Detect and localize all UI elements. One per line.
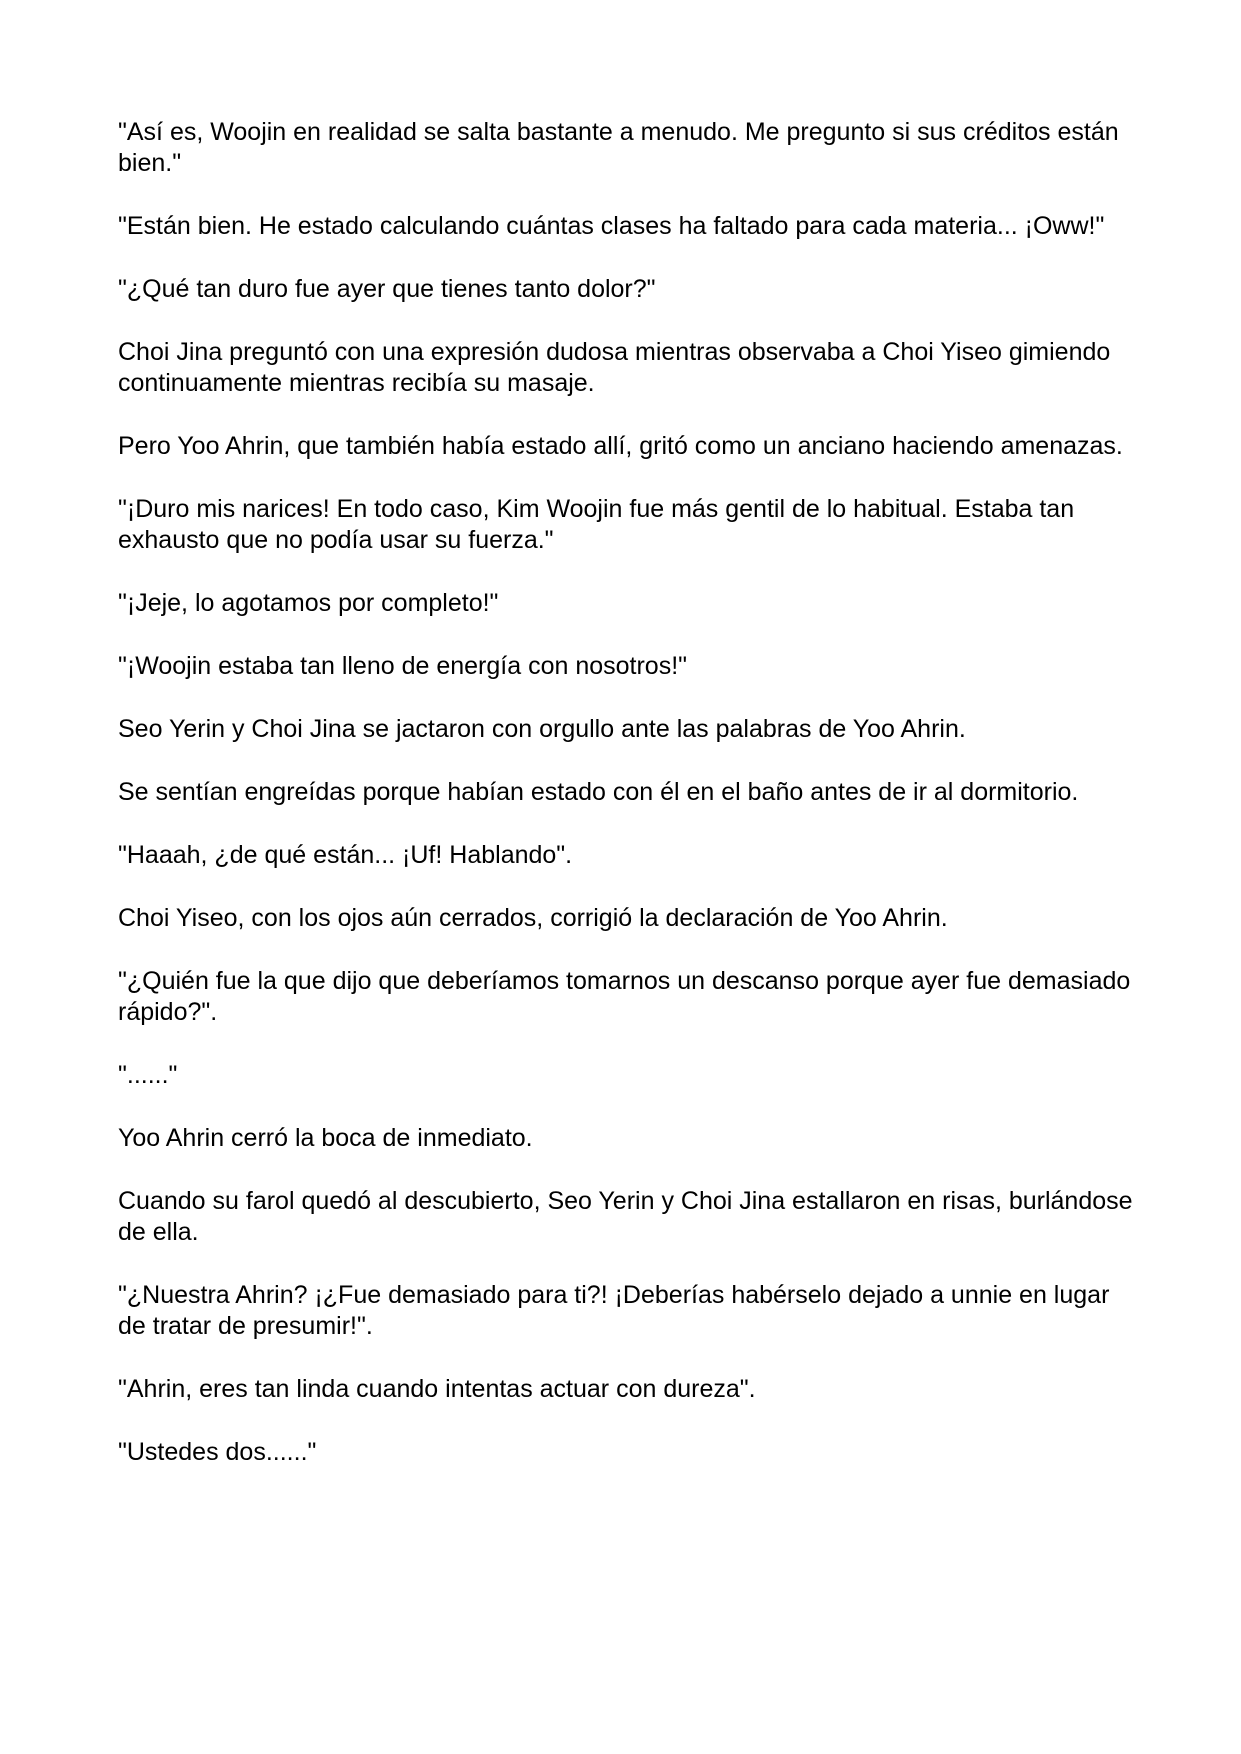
paragraph: Choi Yiseo, con los ojos aún cerrados, corrigió la declaración de Yoo Ahrin. <box>118 904 948 932</box>
paragraph: "¡Woojin estaba tan lleno de energía con nosotros!" <box>118 652 688 680</box>
paragraph: "Ustedes dos......" <box>118 1438 317 1466</box>
paragraph: Seo Yerin y Choi Jina se jactaron con orgullo ante las palabras de Yoo Ahrin. <box>118 715 966 743</box>
paragraph: Cuando su farol quedó al descubierto, Seo Yerin y Choi Jina estallaron en risas, burlándose de ella. <box>118 1187 1133 1246</box>
paragraph: "¿Quién fue la que dijo que deberíamos tomarnos un descanso porque ayer fue demasiado rápido?". <box>118 967 1131 1026</box>
paragraph: "¿Qué tan duro fue ayer que tienes tanto dolor?" <box>118 275 656 303</box>
paragraph: "Ahrin, eres tan linda cuando intentas actuar con dureza". <box>118 1375 756 1403</box>
paragraph: "Haaah, ¿de qué están... ¡Uf! Hablando". <box>118 841 573 869</box>
paragraph: "Están bien. He estado calculando cuántas clases ha faltado para cada materia... ¡Oww!" <box>118 212 1105 240</box>
paragraph: "¡Duro mis narices! En todo caso, Kim Woojin fue más gentil de lo habitual. Estaba tan exhausto que no podía usar su fuerza." <box>118 495 1075 554</box>
paragraph: Choi Jina preguntó con una expresión dudosa mientras observaba a Choi Yiseo gimiendo continuamente mientras recibía su masaje. <box>118 338 1111 397</box>
paragraph: "¿Nuestra Ahrin? ¡¿Fue demasiado para ti?! ¡Deberías habérselo dejado a unnie en lugar de tratar de presumir!". <box>118 1281 1110 1340</box>
paragraph: Pero Yoo Ahrin, que también había estado allí, gritó como un anciano haciendo amenazas. <box>118 432 1123 460</box>
paragraph: "......" <box>118 1061 178 1089</box>
paragraph: Yoo Ahrin cerró la boca de inmediato. <box>118 1124 533 1152</box>
paragraph: Se sentían engreídas porque habían estado con él en el baño antes de ir al dormitorio. <box>118 778 1079 806</box>
document-body <box>118 117 1133 1500</box>
paragraph: "¡Jeje, lo agotamos por completo!" <box>118 589 499 617</box>
paragraph: "Así es, Woojin en realidad se salta bastante a menudo. Me pregunto si sus créditos están bien." <box>118 118 1119 177</box>
